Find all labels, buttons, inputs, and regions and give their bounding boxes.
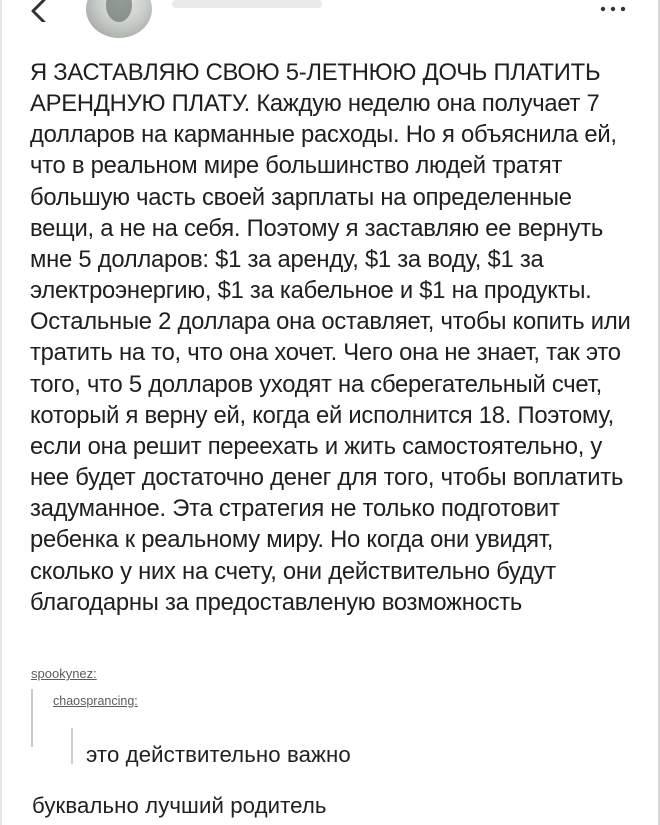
reply-text: буквально лучший родитель: [32, 793, 327, 818]
nested-username-link[interactable]: chaosprancing:: [53, 694, 138, 708]
reblog-username-link[interactable]: spookynez:: [31, 666, 97, 681]
profile-avatar[interactable]: [86, 0, 152, 38]
nested-reply-line: [71, 728, 73, 764]
post-header: [0, 0, 660, 44]
blurred-username: [172, 0, 322, 8]
chevron-left-icon[interactable]: [29, 0, 49, 22]
nested-reply-text: это действительно важно: [86, 742, 351, 767]
main-post-text: Я ЗАСТАВЛЯЮ СВОЮ 5-ЛЕТНЮЮ ДОЧЬ ПЛАТИТЬ АРЕНДНУЮ ПЛАТУ. Каждую неделю она получает 7 долларов на карманные расходы. Но я объяснила ей, что в реальном мире большинство людей тратят большую часть своей зарплаты на определенные вещи, а не на себя. Поэтому я заставляю ее вернуть мне 5 долларов: $1 за аренду, $1 за воду, $1 за электроэнергию, $1 за кабельное и $1 на продукты. Остальные 2 доллара она оставляет, чтобы копить или тратить на то, что она хочет. Чего она не знает, так это того, что 5 долларов уходят на сберегательный счет, который я верну ей, когда ей исполнится 18. Поэтому, если она решит переехать и жить самостоятельно, у нее будет достаточно денег для того, чтобы воплатить задуманное. Эта стратегия не только подготовит ребенка к реальному миру. Но когда они увидят, сколько у них на счету, они действительно будут благодарны за предоставленую возможность: [30, 59, 631, 616]
reblog-thread-line: [31, 689, 33, 747]
screen-left-edge: [0, 0, 2, 825]
more-horizontal-icon[interactable]: [598, 4, 628, 14]
